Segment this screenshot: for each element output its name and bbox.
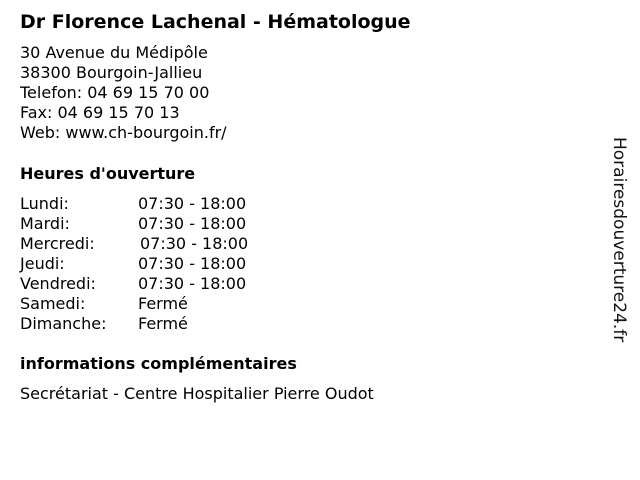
day-label: Mardi: — [20, 214, 70, 233]
time-value: Fermé — [138, 294, 188, 313]
day-label: Mercredi: — [20, 234, 95, 253]
time-value: 07:30 - 18:00 — [140, 234, 249, 253]
side-brand-text: Horairesdouverture24.fr — [609, 137, 629, 343]
opening-hours-heading: Heures d'ouverture — [20, 164, 196, 183]
website-link: Web: www.ch-bourgoin.fr/ — [20, 123, 227, 142]
day-label: Dimanche: — [20, 314, 107, 333]
additional-info-text: Secrétariat - Centre Hospitalier Pierre Oudot — [20, 384, 374, 403]
time-value: 07:30 - 18:00 — [138, 274, 247, 293]
time-value: 07:30 - 18:00 — [138, 194, 247, 213]
hours-row-saturday — [20, 294, 248, 314]
hours-row-friday — [20, 274, 248, 294]
hours-row-thursday — [20, 254, 248, 274]
time-value: 07:30 - 18:00 — [138, 214, 247, 233]
day-label: Jeudi: — [20, 254, 65, 273]
hours-row-sunday — [20, 314, 248, 334]
fax-number: Fax: 04 69 15 70 13 — [20, 103, 180, 122]
day-label: Vendredi: — [20, 274, 96, 293]
phone-number: Telefon: 04 69 15 70 00 — [20, 83, 210, 102]
time-value: Fermé — [138, 314, 188, 333]
hours-row-monday — [20, 194, 248, 214]
hours-row-wednesday — [20, 234, 248, 254]
hours-row-tuesday — [20, 214, 248, 234]
time-value: 07:30 - 18:00 — [138, 254, 247, 273]
address-block — [20, 43, 227, 143]
page-title: Dr Florence Lachenal - Hématologue — [20, 11, 411, 33]
day-label: Lundi: — [20, 194, 69, 213]
opening-hours-table — [20, 194, 248, 334]
city-address: 38300 Bourgoin-Jallieu — [20, 63, 203, 82]
additional-info-heading: informations complémentaires — [20, 354, 297, 373]
street-address: 30 Avenue du Médipôle — [20, 43, 208, 62]
day-label: Samedi: — [20, 294, 86, 313]
